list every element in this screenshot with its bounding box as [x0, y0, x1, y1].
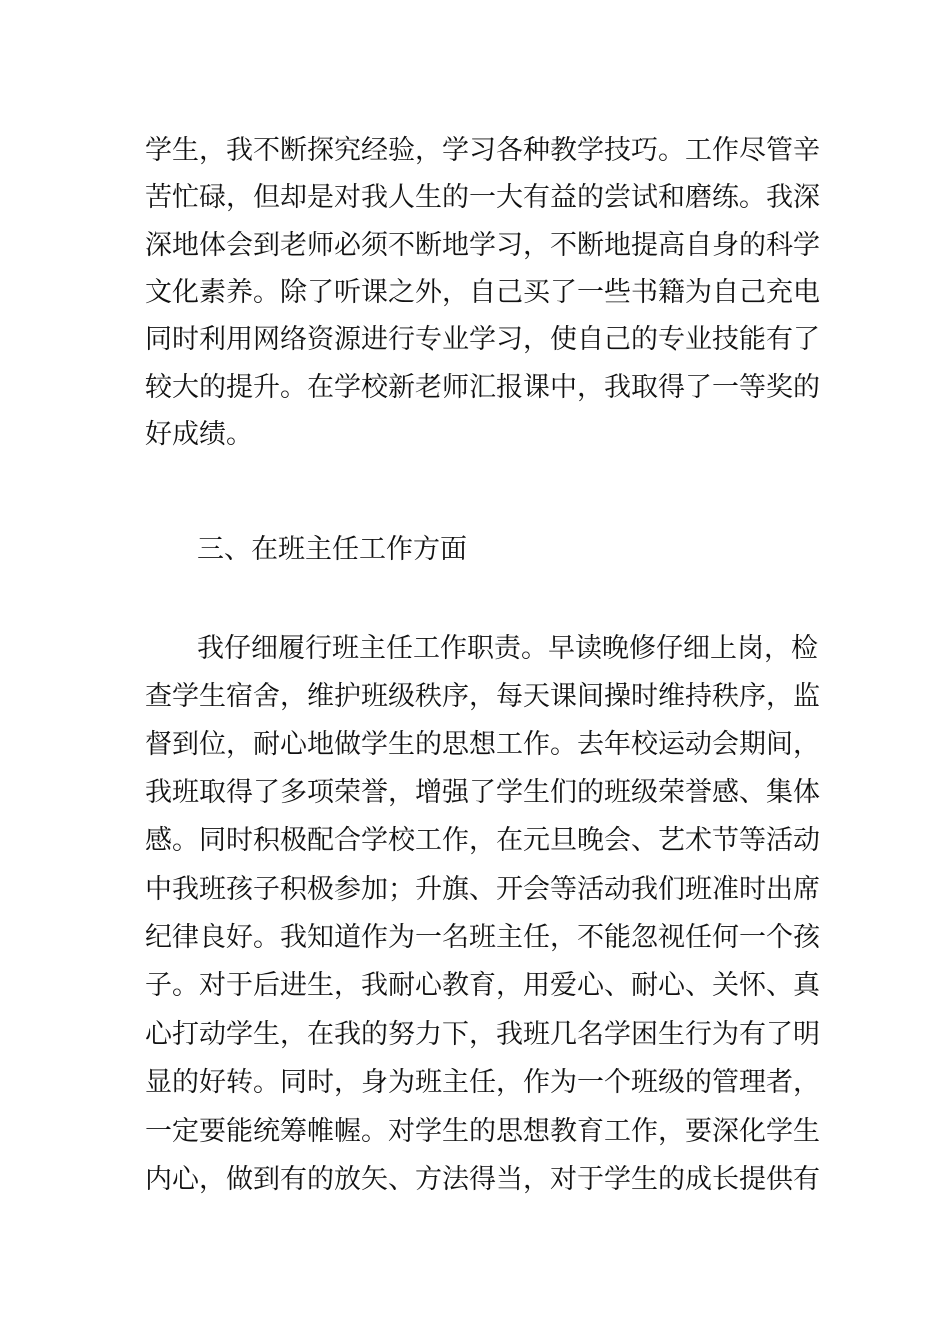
paragraph-2-line-10: 显的好转。同时，身为班主任，作为一个班级的管理者，	[145, 1067, 820, 1098]
paragraph-1-line-3: 深地体会到老师必须不断地学习，不断地提高自身的科学	[145, 230, 820, 261]
paragraph-2-line-1: 我仔细履行班主任工作职责。早读晚修仔细上岗，检	[197, 633, 818, 664]
paragraph-2-line-7: 纪律良好。我知道作为一名班主任，不能忽视任何一个孩	[145, 922, 820, 953]
paragraph-2-line-6: 中我班孩子积极参加；升旗、开会等活动我们班准时出席	[145, 874, 820, 905]
paragraph-2-line-9: 心打动学生，在我的努力下，我班几名学困生行为有了明	[145, 1019, 820, 1050]
paragraph-2-line-12: 内心，做到有的放矢、方法得当，对于学生的成长提供有	[145, 1164, 820, 1195]
paragraph-2-line-8: 子。对于后进生，我耐心教育，用爱心、耐心、关怀、真	[145, 970, 820, 1001]
paragraph-2-line-11: 一定要能统筹帷幄。对学生的思想教育工作，要深化学生	[145, 1116, 820, 1147]
paragraph-1-line-1: 学生，我不断探究经验，学习各种教学技巧。工作尽管辛	[145, 135, 820, 166]
section-heading: 三、在班主任工作方面	[197, 534, 467, 565]
paragraph-2-line-3: 督到位，耐心地做学生的思想工作。去年校运动会期间，	[145, 729, 820, 760]
paragraph-1-line-6: 较大的提升。在学校新老师汇报课中，我取得了一等奖的	[145, 372, 820, 403]
paragraph-1-line-7: 好成绩。	[145, 419, 253, 450]
paragraph-2-line-5: 感。同时积极配合学校工作，在元旦晚会、艺术节等活动	[145, 825, 820, 856]
paragraph-2-line-4: 我班取得了多项荣誉，增强了学生们的班级荣誉感、集体	[145, 777, 820, 808]
paragraph-2-line-2: 查学生宿舍，维护班级秩序，每天课间操时维持秩序，监	[145, 681, 820, 712]
paragraph-1-line-2: 苦忙碌，但却是对我人生的一大有益的尝试和磨练。我深	[145, 182, 820, 213]
paragraph-1-line-5: 同时利用网络资源进行专业学习，使自己的专业技能有了	[145, 324, 820, 355]
paragraph-1-line-4: 文化素养。除了听课之外，自己买了一些书籍为自己充电	[145, 277, 820, 308]
